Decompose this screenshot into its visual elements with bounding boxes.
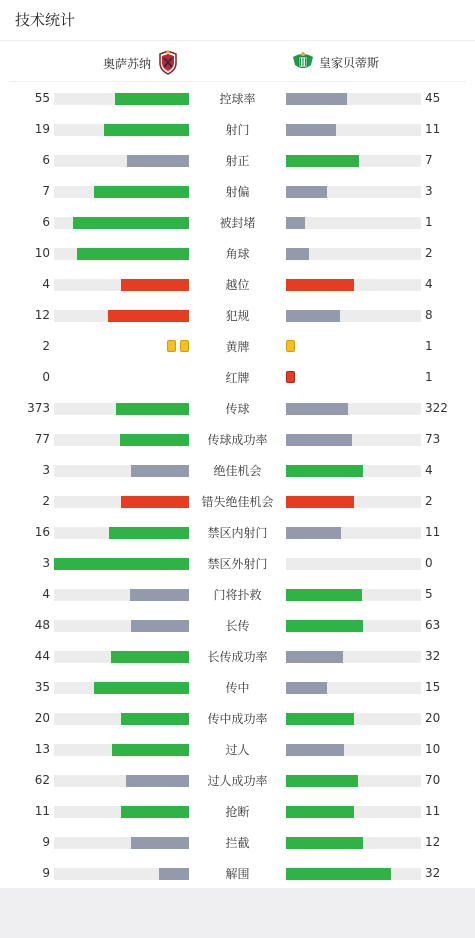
away-value: 4 bbox=[425, 277, 433, 291]
home-bar-track bbox=[54, 558, 189, 570]
away-value: 8 bbox=[425, 308, 433, 322]
home-bar bbox=[131, 620, 189, 632]
home-bar bbox=[121, 806, 189, 818]
home-bar bbox=[108, 310, 189, 322]
away-bar-track bbox=[286, 93, 421, 105]
yellow-card-icon bbox=[180, 340, 189, 352]
away-bar-track bbox=[286, 465, 421, 477]
stat-label: 红牌 bbox=[225, 371, 250, 385]
home-value: 4 bbox=[42, 277, 50, 291]
away-value: 12 bbox=[425, 835, 441, 849]
home-bar bbox=[54, 558, 189, 570]
away-bar bbox=[286, 124, 336, 136]
away-value: 45 bbox=[425, 91, 441, 105]
away-cards bbox=[286, 340, 295, 352]
stat-label: 控球率 bbox=[219, 92, 256, 106]
home-value: 44 bbox=[34, 649, 50, 663]
stat-row bbox=[0, 144, 475, 175]
away-bar-track bbox=[286, 744, 421, 756]
yellow-card-icon bbox=[286, 340, 295, 352]
home-value: 3 bbox=[42, 556, 50, 570]
stat-row bbox=[0, 330, 475, 361]
away-bar bbox=[286, 682, 327, 694]
away-value: 5 bbox=[425, 587, 433, 601]
home-bar-track bbox=[54, 186, 189, 198]
stat-label: 传中 bbox=[225, 681, 250, 695]
stat-row bbox=[0, 578, 475, 609]
home-bar-track bbox=[54, 868, 189, 880]
home-bar-track bbox=[54, 744, 189, 756]
away-value: 63 bbox=[425, 618, 441, 632]
stat-label: 错失绝佳机会 bbox=[201, 495, 274, 509]
away-bar-track bbox=[286, 775, 421, 787]
home-bar bbox=[127, 155, 189, 167]
home-bar bbox=[116, 403, 189, 415]
home-value: 35 bbox=[34, 680, 50, 694]
home-value: 12 bbox=[34, 308, 50, 322]
away-bar bbox=[286, 310, 340, 322]
home-bar-track bbox=[54, 806, 189, 818]
away-team[interactable] bbox=[291, 49, 379, 76]
stat-row bbox=[0, 609, 475, 640]
away-bar-track bbox=[286, 248, 421, 260]
home-bar-track bbox=[54, 496, 189, 508]
away-bar-track bbox=[286, 806, 421, 818]
away-value: 7 bbox=[425, 153, 433, 167]
stat-label: 传球 bbox=[225, 402, 250, 416]
away-bar-track bbox=[286, 837, 421, 849]
stat-label: 越位 bbox=[225, 278, 250, 292]
stat-row bbox=[0, 733, 475, 764]
away-bar-track bbox=[286, 620, 421, 632]
away-bar bbox=[286, 279, 354, 291]
away-value: 11 bbox=[425, 525, 441, 539]
home-bar bbox=[112, 744, 189, 756]
stat-row bbox=[0, 671, 475, 702]
stat-row bbox=[0, 516, 475, 547]
away-value: 73 bbox=[425, 432, 441, 446]
stat-row bbox=[0, 299, 475, 330]
away-bar bbox=[286, 527, 341, 539]
home-team-name: 奥萨苏纳 bbox=[102, 57, 151, 71]
home-cards bbox=[167, 340, 189, 352]
stat-row bbox=[0, 361, 475, 392]
away-bar-track bbox=[286, 558, 421, 570]
stat-row bbox=[0, 206, 475, 237]
away-bar-track bbox=[286, 155, 421, 167]
stat-row bbox=[0, 423, 475, 454]
home-value: 4 bbox=[42, 587, 50, 601]
home-value: 373 bbox=[27, 401, 50, 415]
home-bar bbox=[121, 496, 189, 508]
away-bar bbox=[286, 620, 363, 632]
away-bar bbox=[286, 465, 363, 477]
stat-label: 拦截 bbox=[225, 836, 250, 850]
home-bar bbox=[131, 465, 189, 477]
stat-label: 长传成功率 bbox=[207, 650, 268, 664]
stat-label: 犯规 bbox=[225, 309, 250, 323]
stat-row bbox=[0, 795, 475, 826]
stat-label: 过人成功率 bbox=[207, 774, 268, 788]
away-bar bbox=[286, 651, 343, 663]
home-bar-track bbox=[54, 682, 189, 694]
stat-label: 射正 bbox=[225, 154, 250, 168]
stat-label: 解围 bbox=[225, 867, 250, 881]
home-bar bbox=[159, 868, 189, 880]
away-bar-track bbox=[286, 713, 421, 725]
home-value: 10 bbox=[34, 246, 50, 260]
away-bar-track bbox=[286, 310, 421, 322]
home-value: 16 bbox=[34, 525, 50, 539]
home-bar-track bbox=[54, 775, 189, 787]
away-bar-track bbox=[286, 434, 421, 446]
away-value: 32 bbox=[425, 649, 441, 663]
stat-label: 禁区内射门 bbox=[207, 526, 268, 540]
away-bar-track bbox=[286, 403, 421, 415]
home-bar-track bbox=[54, 527, 189, 539]
away-bar bbox=[286, 589, 362, 601]
home-bar bbox=[121, 713, 189, 725]
home-value: 9 bbox=[42, 835, 50, 849]
stat-row bbox=[0, 392, 475, 423]
away-bar bbox=[286, 868, 391, 880]
home-bar-track bbox=[54, 403, 189, 415]
home-bar-track bbox=[54, 465, 189, 477]
page-title: 技术统计 bbox=[0, 0, 475, 41]
away-value: 32 bbox=[425, 866, 441, 880]
red-card-icon bbox=[286, 371, 295, 383]
away-value: 4 bbox=[425, 463, 433, 477]
away-bar-track bbox=[286, 868, 421, 880]
away-bar bbox=[286, 93, 347, 105]
stat-label: 射门 bbox=[225, 123, 250, 137]
stat-label: 黄牌 bbox=[225, 340, 250, 354]
away-bar-track bbox=[286, 124, 421, 136]
away-value: 3 bbox=[425, 184, 433, 198]
home-bar-track bbox=[54, 837, 189, 849]
home-value: 9 bbox=[42, 866, 50, 880]
home-bar bbox=[94, 186, 189, 198]
stat-row bbox=[0, 268, 475, 299]
home-value: 19 bbox=[34, 122, 50, 136]
home-bar-track bbox=[54, 434, 189, 446]
away-bar-track bbox=[286, 186, 421, 198]
home-value: 6 bbox=[42, 153, 50, 167]
home-bar-track bbox=[54, 620, 189, 632]
away-bar bbox=[286, 496, 354, 508]
stat-label: 传球成功率 bbox=[207, 433, 268, 447]
stat-label: 抢断 bbox=[225, 805, 250, 819]
away-bar bbox=[286, 186, 327, 198]
stat-row bbox=[0, 547, 475, 578]
stat-row bbox=[0, 454, 475, 485]
stat-label: 禁区外射门 bbox=[207, 557, 268, 571]
home-bar bbox=[131, 837, 189, 849]
stat-row bbox=[0, 702, 475, 733]
away-bar-track bbox=[286, 496, 421, 508]
home-value: 20 bbox=[34, 711, 50, 725]
home-bar bbox=[94, 682, 189, 694]
away-value: 11 bbox=[425, 804, 441, 818]
stat-label: 传中成功率 bbox=[207, 712, 268, 726]
home-value: 6 bbox=[42, 215, 50, 229]
home-value: 77 bbox=[34, 432, 50, 446]
home-value: 62 bbox=[34, 773, 50, 787]
home-bar-track bbox=[54, 651, 189, 663]
stat-label: 过人 bbox=[225, 743, 250, 757]
away-bar bbox=[286, 744, 344, 756]
away-value: 15 bbox=[425, 680, 441, 694]
away-value: 11 bbox=[425, 122, 441, 136]
away-bar-track bbox=[286, 651, 421, 663]
home-bar bbox=[120, 434, 189, 446]
stat-row bbox=[0, 82, 475, 113]
away-bar bbox=[286, 713, 354, 725]
home-value: 0 bbox=[42, 370, 50, 384]
real-betis-badge-icon bbox=[291, 49, 315, 76]
stat-row bbox=[0, 237, 475, 268]
away-value: 2 bbox=[425, 246, 433, 260]
away-value: 2 bbox=[425, 494, 433, 508]
home-value: 7 bbox=[42, 184, 50, 198]
away-bar bbox=[286, 837, 363, 849]
away-value: 0 bbox=[425, 556, 433, 570]
home-value: 2 bbox=[42, 494, 50, 508]
home-bar bbox=[73, 217, 189, 229]
away-bar bbox=[286, 403, 348, 415]
stat-label: 被封堵 bbox=[219, 216, 256, 230]
home-bar-track bbox=[54, 589, 189, 601]
stat-row bbox=[0, 175, 475, 206]
teams-header bbox=[9, 41, 466, 82]
stat-label: 射偏 bbox=[225, 185, 250, 199]
stat-row bbox=[0, 857, 475, 888]
away-value: 1 bbox=[425, 339, 433, 353]
stats-list bbox=[0, 82, 475, 888]
home-bar bbox=[77, 248, 189, 260]
stat-row bbox=[0, 485, 475, 516]
away-bar-track bbox=[286, 527, 421, 539]
home-bar bbox=[111, 651, 189, 663]
home-value: 11 bbox=[34, 804, 50, 818]
away-value: 70 bbox=[425, 773, 441, 787]
away-value: 20 bbox=[425, 711, 441, 725]
home-bar-track bbox=[54, 713, 189, 725]
home-value: 55 bbox=[34, 91, 50, 105]
away-cards bbox=[286, 371, 295, 383]
away-bar-track bbox=[286, 682, 421, 694]
home-bar-track bbox=[54, 248, 189, 260]
away-bar bbox=[286, 806, 354, 818]
stat-row bbox=[0, 826, 475, 857]
stat-row bbox=[0, 113, 475, 144]
home-team[interactable] bbox=[103, 49, 179, 78]
stat-label: 角球 bbox=[225, 247, 250, 261]
home-bar-track bbox=[54, 93, 189, 105]
osasuna-badge-icon bbox=[157, 49, 179, 78]
away-value: 1 bbox=[425, 370, 433, 384]
away-bar bbox=[286, 217, 305, 229]
away-bar bbox=[286, 775, 358, 787]
away-bar-track bbox=[286, 589, 421, 601]
stat-row bbox=[0, 764, 475, 795]
away-bar bbox=[286, 248, 309, 260]
yellow-card-icon bbox=[167, 340, 176, 352]
stat-label: 门将扑救 bbox=[213, 588, 262, 602]
away-value: 10 bbox=[425, 742, 441, 756]
home-bar bbox=[130, 589, 189, 601]
home-value: 3 bbox=[42, 463, 50, 477]
away-bar bbox=[286, 434, 352, 446]
away-bar-track bbox=[286, 279, 421, 291]
stat-label: 绝佳机会 bbox=[213, 464, 262, 478]
home-bar-track bbox=[54, 310, 189, 322]
home-bar bbox=[109, 527, 189, 539]
home-value: 48 bbox=[34, 618, 50, 632]
home-bar bbox=[126, 775, 189, 787]
home-bar bbox=[104, 124, 189, 136]
home-value: 13 bbox=[34, 742, 50, 756]
away-team-name: 皇家贝蒂斯 bbox=[319, 56, 380, 70]
stat-label: 长传 bbox=[225, 619, 250, 633]
away-value: 322 bbox=[425, 401, 448, 415]
home-bar-track bbox=[54, 155, 189, 167]
home-bar-track bbox=[54, 279, 189, 291]
away-value: 1 bbox=[425, 215, 433, 229]
home-bar-track bbox=[54, 217, 189, 229]
away-bar bbox=[286, 155, 359, 167]
home-value: 2 bbox=[42, 339, 50, 353]
away-bar-track bbox=[286, 217, 421, 229]
stat-row bbox=[0, 640, 475, 671]
home-bar bbox=[115, 93, 189, 105]
home-bar bbox=[121, 279, 189, 291]
home-bar-track bbox=[54, 124, 189, 136]
